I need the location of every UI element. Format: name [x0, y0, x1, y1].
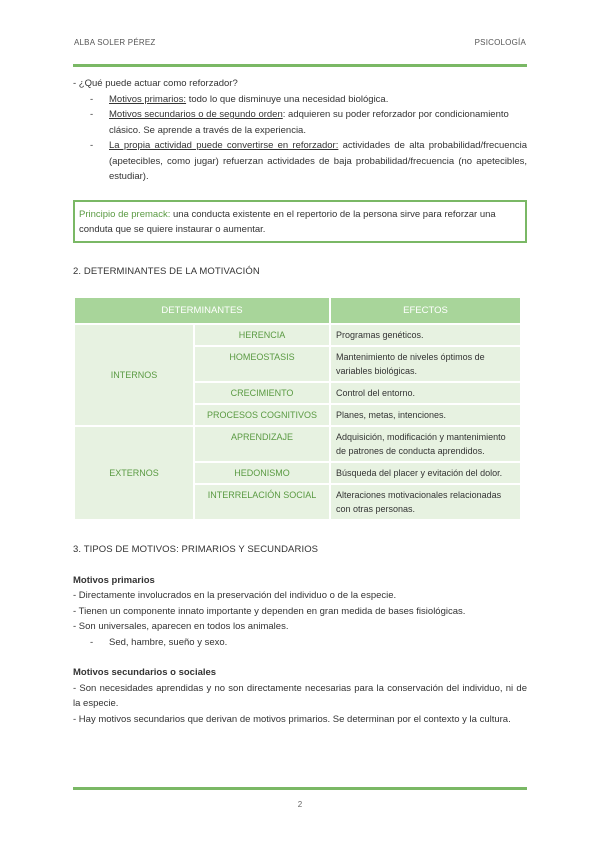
col-header-effects: EFECTOS: [330, 297, 521, 324]
section-title: 3. TIPOS DE MOTIVOS: PRIMARIOS Y SECUNDARIOS: [73, 544, 319, 555]
determinant-cell: INTERRELACIÓN SOCIAL: [194, 484, 330, 520]
effect-cell: Adquisición, modificación y mantenimiento de patrones de conducta aprendidos.: [330, 426, 521, 462]
reinforcer-question: - ¿Qué puede actuar como reforzador?: [73, 78, 238, 89]
primary-sublist: [73, 635, 527, 651]
subheading-primary: Motivos primarios: [73, 574, 155, 586]
header-author: ALBA SOLER PÉREZ: [74, 38, 156, 47]
determinant-cell: HOMEOSTASIS: [194, 346, 330, 382]
callout-text: una conducta existente en el repertorio de la persona sirve para reforzar una conduta que se quiere instaurar o aumentar.: [79, 208, 496, 235]
premack-callout: [73, 200, 527, 243]
term-desc: : adquieren su poder reforzador por condicionamiento clásico. Se aprende a través de la experiencia.: [109, 109, 509, 136]
secondary-line: - Son necesidades aprendidas y no son directamente necesarias para la conservación del individuo, ni de la especie.: [73, 682, 527, 709]
determinant-cell: PROCESOS COGNITIVOS: [194, 404, 330, 426]
effect-cell: Alteraciones motivacionales relacionadas con otras personas.: [330, 484, 521, 520]
header-subject: PSICOLOGÍA: [474, 38, 526, 47]
determinant-cell: HEDONISMO: [194, 462, 330, 484]
category-cell: INTERNOS: [74, 324, 194, 426]
callout-label: Principio de premack:: [79, 208, 171, 220]
subheading-secondary: Motivos secundarios o sociales: [73, 667, 217, 678]
determinants-table: [73, 296, 522, 521]
determinant-cell: APRENDIZAJE: [194, 426, 330, 462]
effect-cell: Planes, metas, intenciones.: [330, 404, 521, 426]
determinant-cell: CRECIMIENTO: [194, 382, 330, 404]
term-desc: actividades de alta probabilidad/frecuencia (apetecibles, como jugar) refuerzan actividades de baja probabilidad/frecuencia (no apetecibles, estudiar).: [109, 140, 528, 182]
term: Motivos primarios:: [109, 93, 187, 105]
reinforcer-list: [73, 92, 527, 185]
col-header-determinants: DETERMINANTES: [74, 297, 330, 324]
secondary-line: - Hay motivos secundarios que derivan de motivos primarios. Se determinan por el contexto y la cultura.: [73, 713, 511, 725]
header-divider: [73, 64, 527, 67]
primary-line: - Tienen un componente innato importante y dependen en gran medida de bases fisiológicas.: [73, 605, 466, 617]
effect-cell: Control del entorno.: [330, 382, 521, 404]
list-item: [90, 92, 527, 108]
page-content: [73, 76, 527, 727]
section-title: 2. DETERMINANTES DE LA MOTIVACIÓN: [73, 265, 260, 277]
primary-line: - Son universales, aparecen en todos los animales.: [73, 621, 289, 632]
primary-line: - Directamente involucrados en la preservación del individuo o de la especie.: [73, 590, 397, 601]
determinant-cell: HERENCIA: [194, 324, 330, 346]
table-row: [74, 324, 521, 346]
table-header: [74, 297, 521, 324]
term-desc: todo lo que disminuye una necesidad biológica.: [186, 93, 389, 105]
list-item: [90, 138, 527, 185]
list-item: [90, 107, 527, 138]
effect-cell: Mantenimiento de niveles óptimos de variables biológicas.: [330, 346, 521, 382]
effect-cell: Búsqueda del placer y evitación del dolor.: [330, 462, 521, 484]
table-row: [74, 426, 521, 462]
term: La propia actividad puede convertirse en reforzador:: [109, 140, 339, 151]
list-item: - Sed, hambre, sueño y sexo.: [90, 635, 527, 651]
footer-divider: [73, 787, 527, 790]
category-cell: EXTERNOS: [74, 426, 194, 520]
page-number: 2: [297, 800, 303, 809]
term: Motivos secundarios o de segundo orden: [109, 109, 283, 120]
effect-cell: Programas genéticos.: [330, 324, 521, 346]
